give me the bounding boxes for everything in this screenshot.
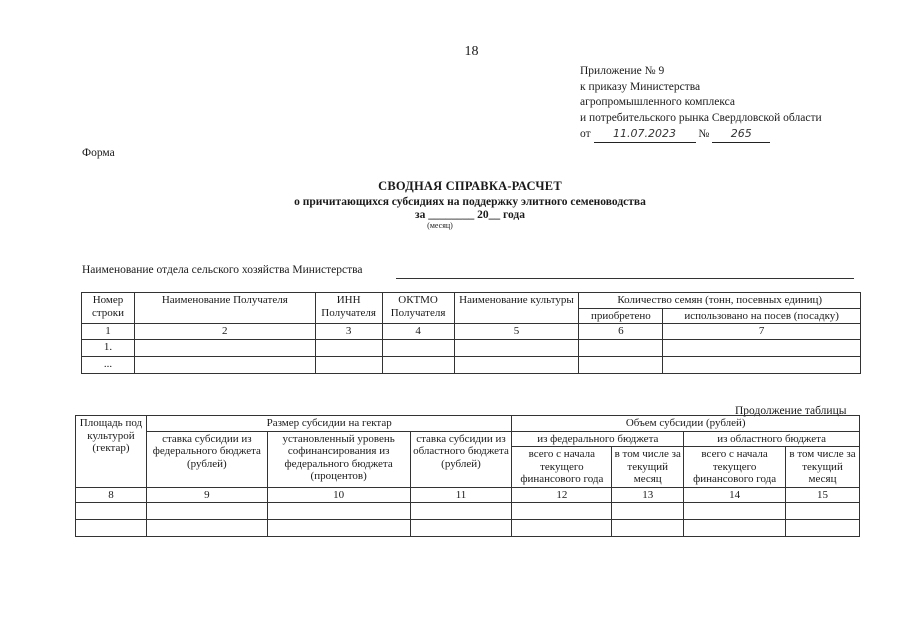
column-number: 7 [663, 324, 861, 340]
document-title [0, 179, 905, 230]
table-cell [267, 520, 410, 537]
header-inn: ИНН Получателя [315, 293, 382, 324]
table-row [82, 339, 861, 356]
header-federal-rate: ставка субсидии из федерального бюджета (рублей) [146, 431, 267, 487]
department-label: Наименование отдела сельского хозяйства Министерства [82, 264, 363, 276]
column-number-row [82, 324, 861, 340]
header-regional-month: в том числе за текущий месяц [786, 447, 860, 488]
header-regional-ytd: всего с начала текущего финансового года [684, 447, 786, 488]
column-number: 12 [512, 487, 612, 503]
table-cell: ... [82, 356, 135, 373]
year-prefix: 20 [477, 209, 489, 221]
column-number: 4 [382, 324, 454, 340]
date-prefix: от [580, 128, 591, 140]
table-cell [382, 356, 454, 373]
table-recipients [81, 292, 861, 374]
header-crop-name: Наименование культуры [454, 293, 579, 324]
order-date: 11.07.2023 [594, 126, 696, 143]
table-cell [410, 520, 512, 537]
table-cell [786, 520, 860, 537]
order-number: 265 [712, 126, 770, 143]
header-area: Площадь под культурой (гектар) [76, 416, 147, 488]
header-federal-budget: из федерального бюджета [512, 431, 684, 447]
table-cell [786, 503, 860, 520]
table-row [82, 356, 861, 373]
month-hint: (месяц) [427, 221, 453, 230]
title-period [0, 209, 905, 221]
header-regional-budget: из областного бюджета [684, 431, 860, 447]
column-number: 2 [134, 324, 315, 340]
table-cell [512, 503, 612, 520]
column-number: 13 [612, 487, 684, 503]
appendix-line-1: Приложение № 9 [580, 65, 665, 77]
column-number: 6 [579, 324, 663, 340]
column-number: 1 [82, 324, 135, 340]
table-cell [684, 503, 786, 520]
table-cell [146, 520, 267, 537]
table-cell [315, 356, 382, 373]
appendix-line-2: к приказу Министерства [580, 80, 701, 93]
table-cell [663, 356, 861, 373]
column-number: 11 [410, 487, 512, 503]
table-cell [663, 339, 861, 356]
appendix-header [580, 64, 822, 143]
table-cell [454, 356, 579, 373]
form-label: Форма [82, 147, 115, 159]
table-row [76, 503, 860, 520]
header-seeds-quantity: Количество семян (тонн, посевных единиц) [579, 293, 861, 309]
table-cell [267, 503, 410, 520]
header-row-number: Номер строки [82, 293, 135, 324]
table-cell [146, 503, 267, 520]
header-subsidy-volume: Объем субсидии (рублей) [512, 416, 860, 432]
column-number: 3 [315, 324, 382, 340]
header-oktmo: ОКТМО Получателя [382, 293, 454, 324]
header-purchased: приобретено [579, 308, 663, 324]
title-subtitle: о причитающихся субсидиях на поддержку элитного семеноводства [294, 196, 646, 208]
department-blank-line [396, 278, 854, 279]
column-number: 5 [454, 324, 579, 340]
table-cell [684, 520, 786, 537]
table-cell [315, 339, 382, 356]
period-prefix: за [415, 209, 426, 221]
table-cell [76, 520, 147, 537]
table-cell: 1. [82, 339, 135, 356]
table-cell [454, 339, 579, 356]
title-main: СВОДНАЯ СПРАВКА-РАСЧЕТ [378, 179, 562, 193]
year-suffix: года [503, 209, 525, 221]
appendix-line-4: и потребительского рынка Свердловской области [580, 111, 822, 124]
header-subsidy-per-ha: Размер субсидии на гектар [146, 416, 511, 432]
table-cell [134, 339, 315, 356]
column-number: 9 [146, 487, 267, 503]
period-blank: ________ [428, 209, 475, 221]
header-federal-ytd: всего с начала текущего финансового года [512, 447, 612, 488]
column-number: 10 [267, 487, 410, 503]
header-recipient-name: Наименование Получателя [134, 293, 315, 324]
table-cell [612, 520, 684, 537]
table-cell [382, 339, 454, 356]
year-blank: __ [488, 209, 501, 221]
table-cell [134, 356, 315, 373]
table-cell [512, 520, 612, 537]
table-cell [76, 503, 147, 520]
table-subsidies [75, 415, 860, 537]
number-prefix: № [698, 128, 710, 140]
continuation-label: Продолжение таблицы [735, 405, 847, 417]
appendix-line-3: агропромышленного комплекса [580, 96, 736, 108]
column-number-row [76, 487, 860, 503]
table-row [76, 520, 860, 537]
header-federal-month: в том числе за текущий месяц [612, 447, 684, 488]
column-number: 14 [684, 487, 786, 503]
header-regional-rate: ставка субсидии из областного бюджета (рублей) [410, 431, 512, 487]
column-number: 8 [76, 487, 147, 503]
header-used: использовано на посев (посадку) [663, 308, 861, 324]
appendix-date-line [580, 126, 822, 143]
page-number: 18 [464, 44, 479, 59]
column-number: 15 [786, 487, 860, 503]
table-cell [579, 339, 663, 356]
table-cell [579, 356, 663, 373]
table-cell [612, 503, 684, 520]
header-cofinancing-level: установленный уровень софинансирования из федерального бюджета (процентов) [267, 431, 410, 487]
table-cell [410, 503, 512, 520]
